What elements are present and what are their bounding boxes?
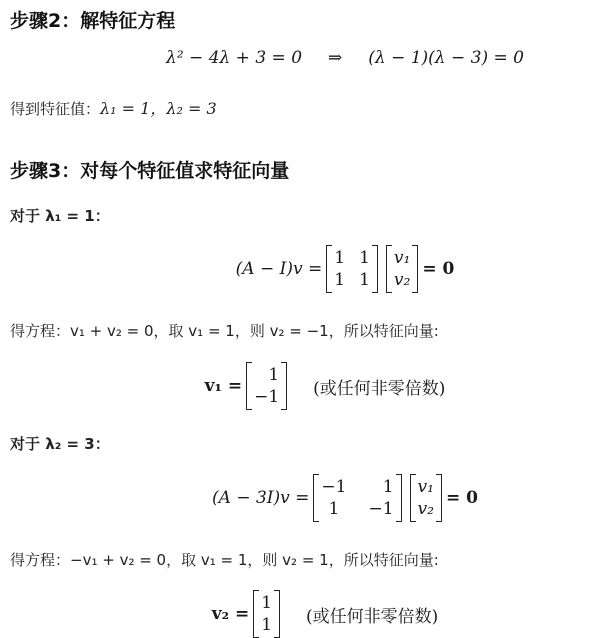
matrix-cell: −1 [321, 477, 347, 497]
implies-arrow: ⇒ [328, 48, 343, 68]
matrix-cell: 1 [359, 270, 370, 290]
matrix-cell: −1 [368, 499, 394, 519]
vector-cell: 1 [261, 593, 273, 613]
vector-cell: 1 [261, 615, 273, 635]
char-eq-lhs: λ² − 4λ + 3 = 0 [166, 48, 303, 68]
case1-eq-lhs: (A − I)v = [235, 259, 323, 279]
characteristic-equation [0, 48, 610, 68]
case1-vector [386, 245, 418, 293]
case2-note: (或任何非零倍数) [306, 606, 439, 627]
eigenvalues-values: λ₁ = 1，λ₂ = 3 [100, 99, 217, 118]
case2-label: 对于 λ₂ = 3： [10, 435, 110, 453]
matrix-cell: 1 [382, 477, 394, 497]
vector-cell: v₂ [393, 270, 411, 290]
vector-cell: 1 [268, 365, 280, 385]
case2-eq-lhs: (A − 3I)v = [212, 488, 310, 508]
matrix-cell: 1 [334, 270, 346, 290]
vector-cell: −1 [254, 387, 280, 407]
case2-matrix [313, 474, 401, 522]
eigenvector2-matrix [253, 590, 280, 638]
case1-label: 对于 λ₁ = 1： [10, 207, 110, 225]
eigenvector1-matrix [246, 362, 287, 410]
matrix-cell: 1 [359, 248, 370, 268]
eigenvector2-name: v₂ = [211, 604, 250, 624]
case1-matrix [326, 245, 378, 293]
case1-solve-text: 得方程：v₁ + v₂ = 0，取 v₁ = 1，则 v₂ = −1，所以特征向量: [10, 322, 439, 340]
case1-equation [0, 245, 610, 293]
char-eq-factored: (λ − 1)(λ − 3) = 0 [368, 48, 524, 68]
case1-eigenvector [0, 362, 610, 410]
case2-solve-text: 得方程：−v₁ + v₂ = 0，取 v₁ = 1，则 v₂ = 1，所以特征向量: [10, 551, 439, 569]
eigenvalues-label: 得到特征值： [10, 100, 101, 118]
case1-note: (或任何非零倍数) [313, 378, 446, 399]
case2-eq-rhs: = 0 [445, 488, 478, 508]
matrix-cell: 1 [328, 499, 340, 519]
eigenvalues-line [10, 96, 610, 119]
case2-eigenvector [0, 590, 610, 638]
case2-vector [410, 474, 442, 522]
step2-heading: 步骤2：解特征方程 [10, 10, 176, 32]
eigenvector1-name: v₁ = [204, 376, 243, 396]
step3-heading: 步骤3：对每个特征值求特征向量 [10, 160, 290, 182]
case1-eq-rhs: = 0 [422, 259, 455, 279]
case2-equation [0, 474, 610, 522]
matrix-cell: 1 [334, 248, 346, 268]
vector-cell: v₂ [417, 499, 434, 519]
vector-cell: v₁ [417, 477, 434, 497]
vector-cell: v₁ [393, 248, 411, 268]
